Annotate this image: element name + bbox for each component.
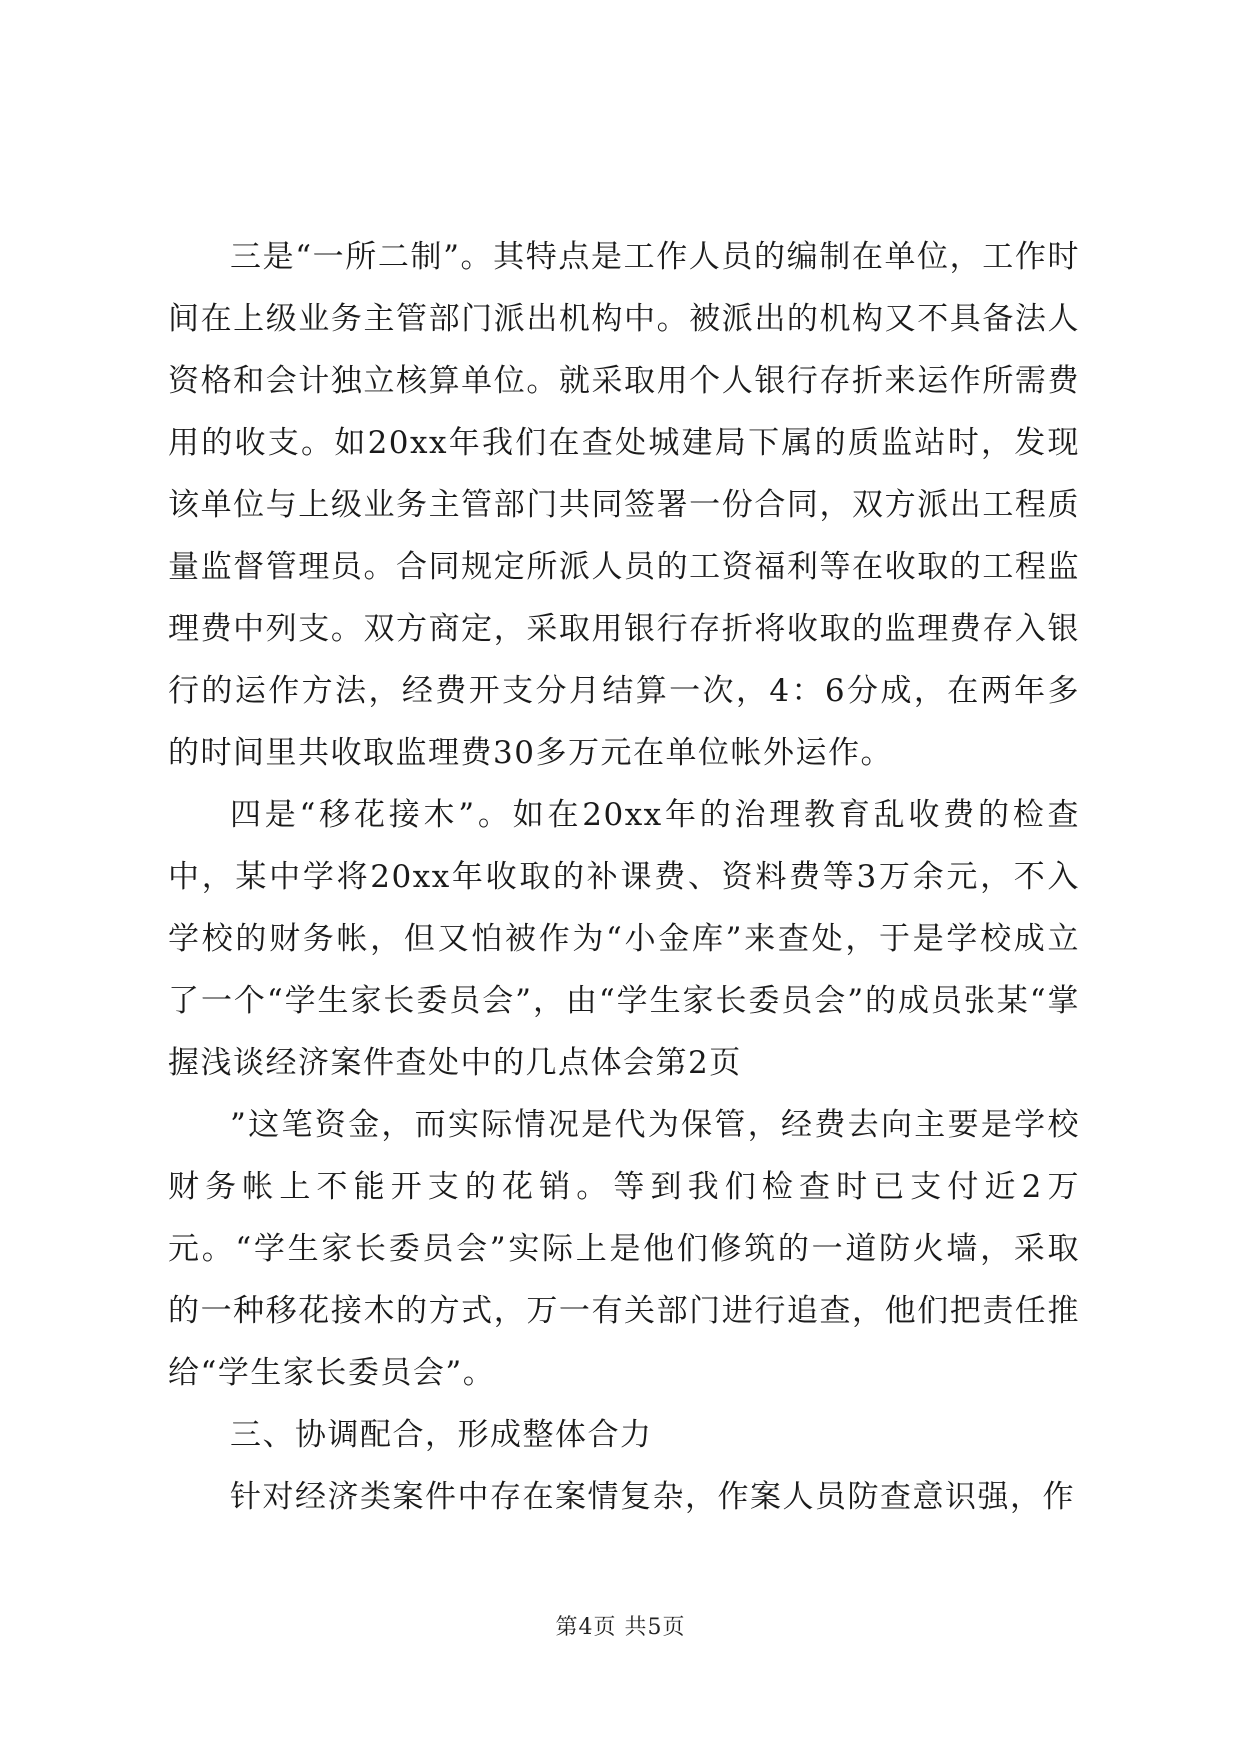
paragraph-complex-cases: 针对经济类案件中存在案情复杂，作案人员防查意识强，作 xyxy=(230,1479,1075,1515)
paragraph-parent-committee: ”这笔资金，而实际情况是代为保管，经费去向主要是学校财务帐上不能开支的花销。等到我们检查时已支付近2万元。“学生家长委员会”实际上是他们修筑的一道防火墙，采取的一种移花接木的方式，万一有关部门进行追查，他们把责任推给“学生家长委员会”。 xyxy=(168,1107,1080,1391)
paragraph-one-institution-two-systems: 三是“一所二制”。其特点是工作人员的编制在单位，工作时间在上级业务主管部门派出机构中。被派出的机构又不具备法人资格和会计独立核算单位。就采取用个人银行存折来运作所需费用的收支。如20xx年我们在查处城建局下属的质监站时，发现该单位与上级业务主管部门共同签署一份合同，双方派出工程质量监督管理员。合同规定所派人员的工资福利等在收取的工程监理费中列支。双方商定，采取用银行存折将收取的监理费存入银行的运作方法，经费开支分月结算一次，4：6分成，在两年多的时间里共收取监理费30多万元在单位帐外运作。 xyxy=(168,239,1080,771)
paragraph-grafting-flowers: 四是“移花接木”。如在20xx年的治理教育乱收费的检查中，某中学将20xx年收取的补课费、资料费等3万余元，不入学校的财务帐，但又怕被作为“小金库”来查处，于是学校成立了一个“学生家长委员会”，由“学生家长委员会”的成员张某“掌握浅谈经济案件查处中的几点体会第2页 xyxy=(168,797,1080,1081)
section-heading-coordination: 三、协调配合，形成整体合力 xyxy=(230,1417,653,1453)
page-footer: 第4页 共5页 xyxy=(555,1615,686,1640)
document-body xyxy=(168,226,1080,1528)
